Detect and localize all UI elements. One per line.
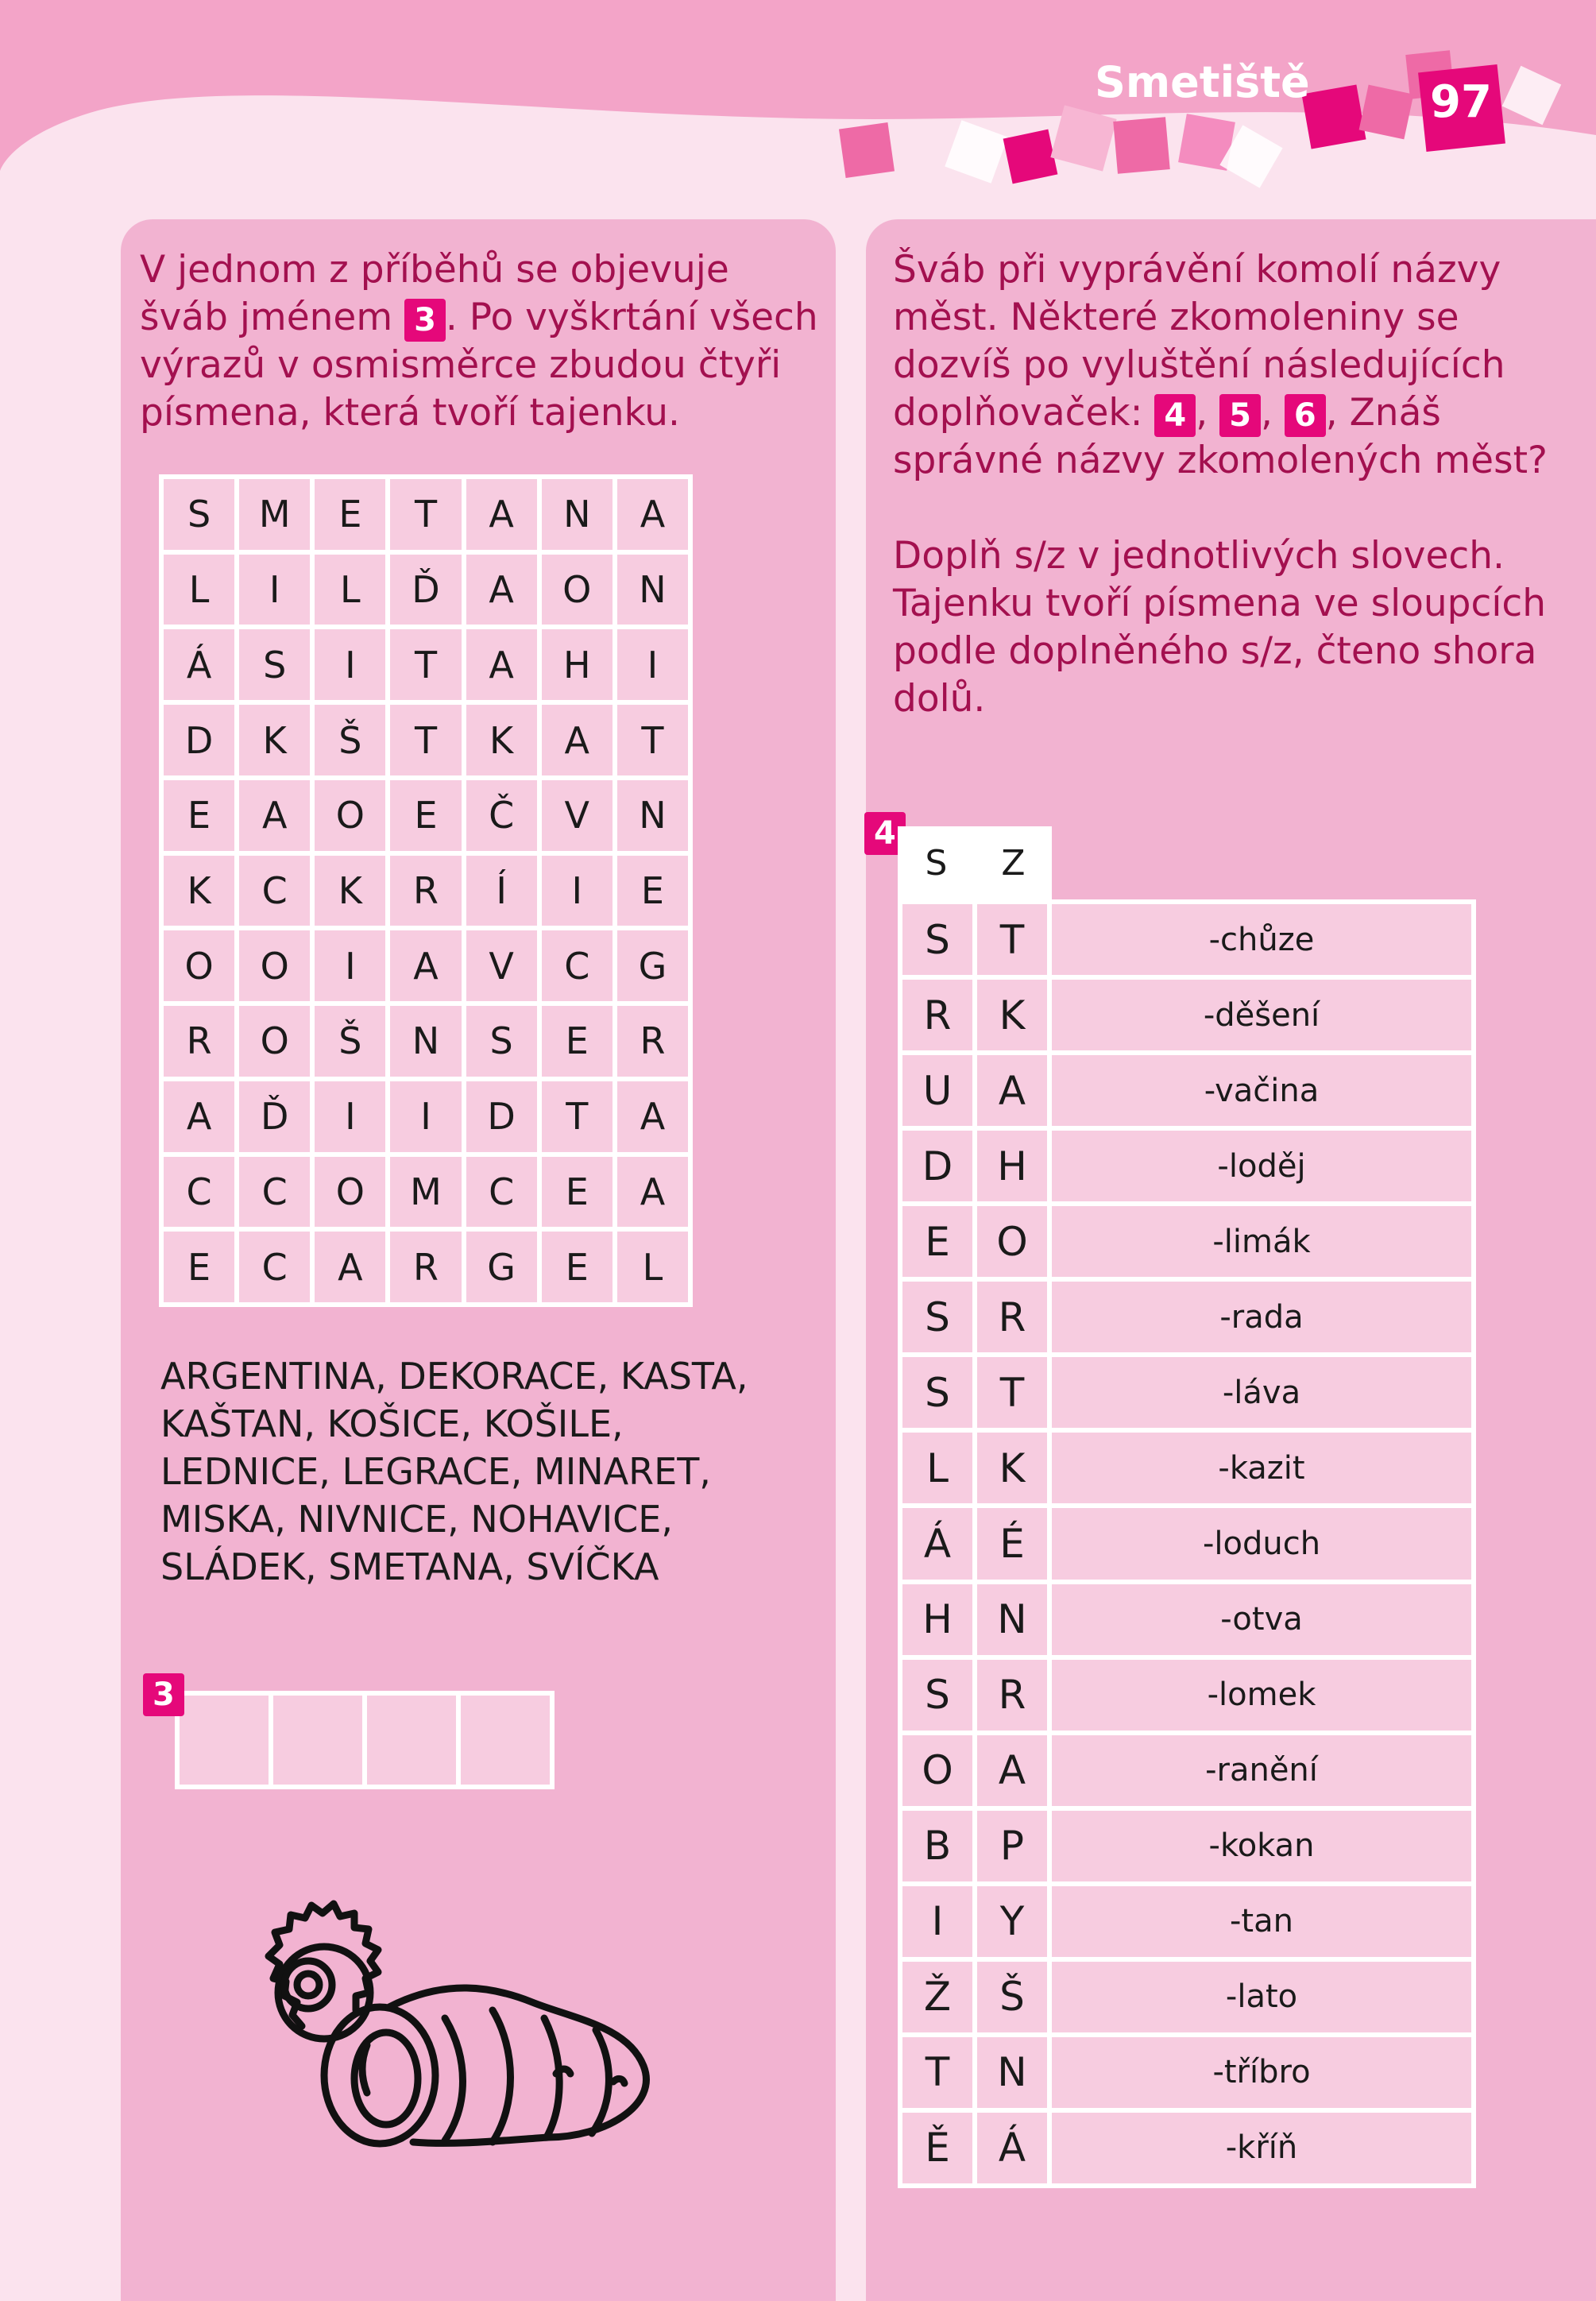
word-search-cell[interactable]: K [239,705,310,775]
sz-word: -vačina [1052,1055,1471,1126]
right-intro-part2: , Znáš správné názvy zkomolených měst? [893,391,1548,482]
word-search-cell[interactable]: O [164,930,234,1001]
word-search-cell[interactable]: K [466,705,537,775]
word-search-cell[interactable]: L [617,1232,688,1302]
word-search-cell[interactable]: D [164,705,234,775]
badge-3: 3 [404,299,446,342]
sz-word: -láva [1052,1357,1471,1428]
sz-word: -kokan [1052,1811,1471,1881]
sz-letter-z: N [977,2037,1047,2108]
word-search-cell[interactable]: A [466,479,537,550]
sz-letter-s: U [902,1055,972,1126]
sz-letter-z: H [977,1131,1047,1201]
word-search-cell[interactable]: N [617,780,688,851]
word-search-cell[interactable]: I [315,930,385,1001]
word-search-cell[interactable]: I [239,555,310,625]
sz-word: -kříň [1052,2113,1471,2183]
word-search-cell[interactable]: I [315,629,385,700]
sz-letter-z: K [977,980,1047,1050]
sz-letter-z: O [977,1206,1047,1277]
sz-word: -loděj [1052,1131,1471,1201]
word-search-cell[interactable]: Í [466,856,537,926]
word-search-cell[interactable]: T [390,629,461,700]
word-search-cell[interactable]: E [542,1157,613,1228]
word-search-cell[interactable]: A [239,780,310,851]
answer-boxes [175,1691,555,1789]
page-title: Smetiště [1095,57,1310,107]
word-search-cell[interactable]: A [466,555,537,625]
word-search-cell[interactable]: C [239,856,310,926]
comma: , [1196,391,1208,435]
word-search-cell[interactable]: C [239,1232,310,1302]
word-search-cell[interactable]: A [542,705,613,775]
sz-letter-z: A [977,1735,1047,1806]
word-search-cell[interactable]: Ď [239,1081,310,1152]
sz-letter-z: Š [977,1962,1047,2032]
word-search-cell[interactable]: R [390,1232,461,1302]
word-search-cell[interactable]: S [239,629,310,700]
word-search-cell[interactable]: A [390,930,461,1001]
word-search-cell[interactable]: Š [315,705,385,775]
word-search-cell[interactable]: R [390,856,461,926]
sz-letter-z: R [977,1660,1047,1731]
sz-word: -rada [1052,1282,1471,1352]
sz-letter-z: P [977,1811,1047,1881]
sz-letter-z: Y [977,1886,1047,1957]
trash-illustration [230,1867,675,2169]
word-search-cell[interactable]: I [390,1081,461,1152]
sz-word: -lato [1052,1962,1471,2032]
sz-letter-s: Ě [902,2113,972,2183]
sz-letter-s: S [902,1282,972,1352]
word-search-cell[interactable]: D [466,1081,537,1152]
word-search-cell[interactable]: E [164,780,234,851]
word-search-cell[interactable]: E [390,780,461,851]
sz-letter-z: K [977,1433,1047,1503]
sz-word: -kazit [1052,1433,1471,1503]
word-search-cell[interactable]: O [542,555,613,625]
sz-letter-s: I [902,1886,972,1957]
word-search-cell[interactable]: A [466,629,537,700]
word-search-cell[interactable]: T [542,1081,613,1152]
sz-letter-z: R [977,1282,1047,1352]
left-intro-text [140,246,823,437]
header-band [0,0,1596,207]
sz-letter-z: Á [977,2113,1047,2183]
sz-table [898,899,1476,2188]
comma: , [1260,391,1273,435]
sz-letter-s: O [902,1735,972,1806]
word-search-cell[interactable]: H [542,629,613,700]
table-badge-4: 4 [864,812,906,855]
word-search-cell[interactable]: T [390,705,461,775]
word-search-cell[interactable]: G [617,930,688,1001]
sz-word: -loduch [1052,1508,1471,1579]
sz-word: -limák [1052,1206,1471,1277]
word-search-cell[interactable]: Č [466,780,537,851]
word-search-cell[interactable]: M [239,479,310,550]
sz-word: -tříbro [1052,2037,1471,2108]
word-search-cell[interactable]: E [315,479,385,550]
word-search-cell[interactable]: V [542,780,613,851]
answer-cell[interactable] [273,1696,362,1785]
sz-letter-s: S [902,1660,972,1731]
sz-letter-s: H [902,1584,972,1655]
sz-letter-s: Á [902,1508,972,1579]
word-search-cell[interactable]: A [164,1081,234,1152]
word-search-cell[interactable]: C [466,1157,537,1228]
page-number: 97 [1430,76,1492,128]
word-search-cell[interactable]: A [617,1157,688,1228]
word-search-cell[interactable]: K [315,856,385,926]
sz-letter-z: A [977,1055,1047,1126]
word-search-cell[interactable]: R [164,1006,234,1077]
sz-word: -děšení [1052,980,1471,1050]
right-intro-text [893,246,1576,723]
word-search-cell[interactable]: E [542,1006,613,1077]
word-search-cell[interactable]: O [315,1157,385,1228]
sz-letter-z: T [977,1357,1047,1428]
sz-letter-s: S [902,904,972,975]
sz-header [898,826,1052,899]
word-search-cell[interactable]: Ď [390,555,461,625]
sz-letter-s: Ž [902,1962,972,2032]
sz-letter-s: D [902,1131,972,1201]
word-search-cell[interactable]: L [315,555,385,625]
sz-letter-s: S [902,1357,972,1428]
sz-letter-z: É [977,1508,1047,1579]
badge-5: 5 [1219,394,1261,437]
word-search-cell[interactable]: E [617,856,688,926]
word-search-cell[interactable]: A [315,1232,385,1302]
word-search-cell[interactable]: N [542,479,613,550]
badge-6: 6 [1285,394,1326,437]
word-search-cell[interactable]: S [164,479,234,550]
word-search-cell[interactable]: E [164,1232,234,1302]
answer-cell[interactable] [180,1696,269,1785]
right-intro-part1: Šváb při vyprávění komolí názvy měst. Některé zkomoleniny se dozvíš po vyluštění následujících doplňovaček: [893,248,1505,435]
word-search-cell[interactable]: I [315,1081,385,1152]
word-search-cell[interactable]: I [542,856,613,926]
sz-letter-s: L [902,1433,972,1503]
word-list: ARGENTINA, DEKORACE, KASTA, KAŠTAN, KOŠICE, KOŠILE, LEDNICE, LEGRACE, MINARET, MISKA, NIVNICE, NOHAVICE, SLÁDEK, SMETANA, SVÍČKA [160,1355,748,1588]
sz-letter-s: R [902,980,972,1050]
word-search-cell[interactable]: L [164,555,234,625]
word-search-cell[interactable]: T [390,479,461,550]
word-search-cell[interactable]: A [617,1081,688,1152]
word-search-cell[interactable]: C [542,930,613,1001]
badge-4: 4 [1154,394,1196,437]
column-z-header: Z [1001,842,1026,884]
sz-word: -lomek [1052,1660,1471,1731]
right-intro-instructions: Doplň s/z v jednotlivých slovech. Tajenku tvoří písmena ve sloupcích podle doplněného s/z, čteno shora dolů. [893,534,1547,721]
column-s-header: S [925,842,948,884]
word-search-cell[interactable]: V [466,930,537,1001]
word-search-cell[interactable]: N [617,555,688,625]
word-search-cell[interactable]: Š [315,1006,385,1077]
sz-word: -chůze [1052,904,1471,975]
sz-letter-s: T [902,2037,972,2108]
word-search-cell[interactable]: Á [164,629,234,700]
word-search-cell[interactable]: A [617,479,688,550]
word-search-cell[interactable]: C [239,1157,310,1228]
word-search-cell[interactable]: C [164,1157,234,1228]
left-intro-part2: . Po vyškrtání všech výrazů v osmisměrce zbudou čtyři písmena, která tvoří tajenku. [140,296,818,435]
sz-letter-s: E [902,1206,972,1277]
word-search-cell[interactable]: K [164,856,234,926]
sz-letter-s: B [902,1811,972,1881]
word-search-cell[interactable]: I [617,629,688,700]
answer-cell[interactable] [367,1696,456,1785]
sz-word: -ranění [1052,1735,1471,1806]
word-search-cell[interactable]: T [617,705,688,775]
sz-word: -tan [1052,1886,1471,1957]
word-search-cell[interactable]: O [315,780,385,851]
word-search-cell[interactable]: M [390,1157,461,1228]
word-search-cell[interactable]: O [239,1006,310,1077]
word-search-cell[interactable]: N [390,1006,461,1077]
sz-letter-z: T [977,904,1047,975]
word-search-grid [159,474,693,1307]
left-intro-part1: V jednom z příběhů se objevuje šváb jménem [140,248,729,339]
word-search-cell[interactable]: R [617,1006,688,1077]
sz-word: -otva [1052,1584,1471,1655]
sz-letter-z: N [977,1584,1047,1655]
answer-badge-3: 3 [143,1673,184,1716]
answer-cell[interactable] [461,1696,550,1785]
word-search-cell[interactable]: O [239,930,310,1001]
word-search-cell[interactable]: E [542,1232,613,1302]
word-search-cell[interactable]: G [466,1232,537,1302]
word-search-cell[interactable]: S [466,1006,537,1077]
